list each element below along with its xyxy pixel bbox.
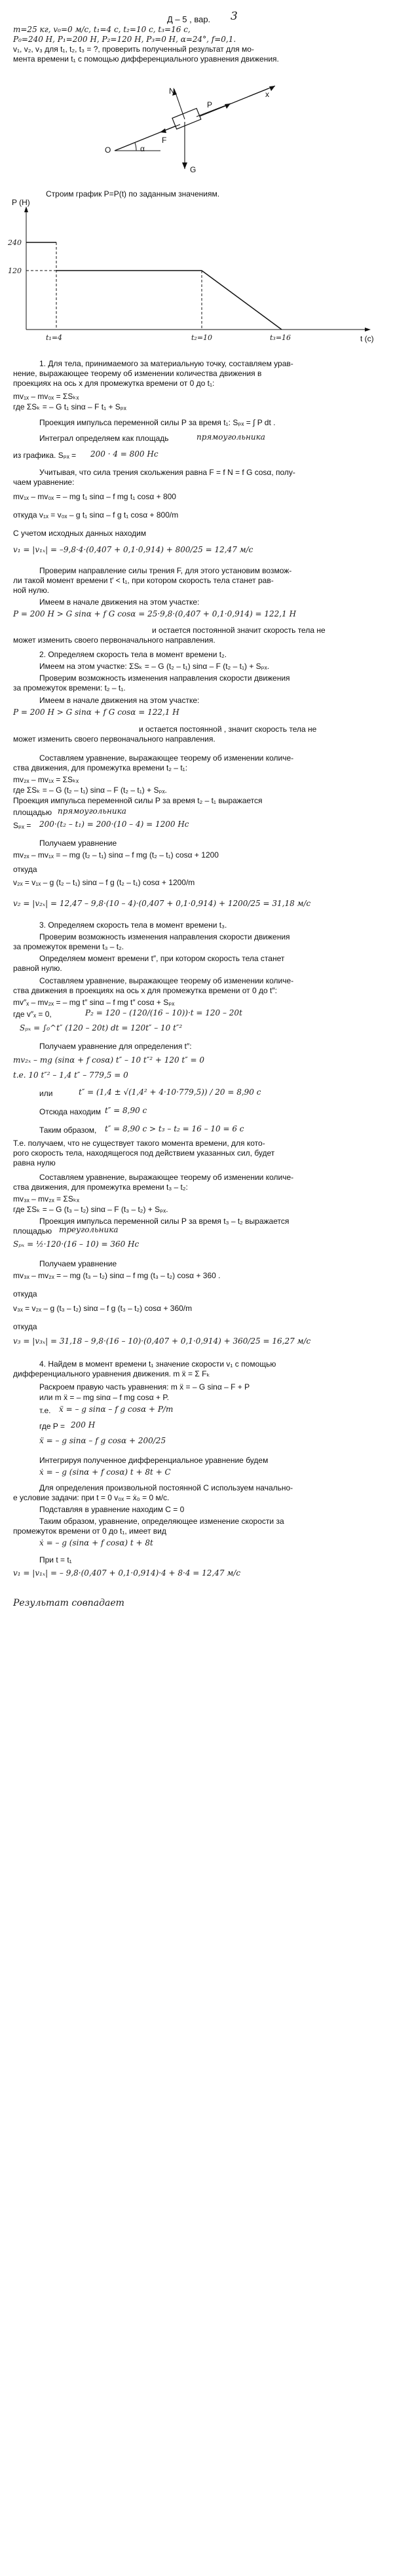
graph-y-tick-240: 240 <box>8 238 22 247</box>
label-alpha: α <box>140 144 145 153</box>
force-time-graph <box>0 200 393 347</box>
givens-line-4: мента времени t₁ с помощью дифференциального уравнения движения. <box>13 54 279 64</box>
label-p: P <box>207 100 213 109</box>
s1-p15: и остается постоянной значит скорость тела не <box>152 626 326 635</box>
s1-eq3: mv₁ₓ – mv₀ₓ = – mg t₁ sinα – f mg t₁ cosα + 800 <box>13 492 176 501</box>
s3-p11: Таким образом, <box>39 1126 97 1135</box>
s2-hw-spx: 200·(t₂ – t₁) = 200·(10 – 4) = 1200 Нс <box>39 820 189 829</box>
s2-hw-v2: v₂ = |v₂ₓ| = 12,47 – 9,8·(10 – 4)·(0,407 + 0,1·0,914) + 1200/25 = 31,18 м/с <box>13 899 311 908</box>
graph-segment-3 <box>202 271 282 330</box>
graph-x-tick-t2: t₂=10 <box>191 333 213 342</box>
s3-hw-shape: треугольника <box>59 1225 119 1234</box>
s4-hw-v1: v₁ = |v₁ₓ| = – 9,8·(0,407 + 0,1·0,914)·4 + 8·4 = 12,47 м/с <box>13 1568 241 1578</box>
s4-p7: Интегрируя полученное дифференциальное уравнение будем <box>39 1456 269 1465</box>
s3-p16: ства движения, для промежутка времени t₃ – t₂: <box>13 1183 188 1192</box>
s2-eq4: v₂ₓ = v₁ₓ – g (t₂ – t₁) sinα – f g (t₂ – t₁) cosα + 1200/m <box>13 878 195 887</box>
s3-p10: Отсюда находим <box>39 1107 101 1116</box>
s2-p3: Проверим возможность изменения направления скорости движения <box>39 673 290 683</box>
s1-p6: из графика. Sₚₓ = <box>13 451 77 460</box>
s1-p12: ли такой момент времени t′ < t₁, при котором скорость тела станет рав- <box>13 576 274 585</box>
s1-p3: проекциях на ось x для промежутка времени от 0 до t₁: <box>13 379 215 388</box>
s3-hw-te: t.е. 10 t″² – 1,4 t″ – 779,5 = 0 <box>13 1070 128 1080</box>
s2-p4: за промежуток времени: t₂ – t₁. <box>13 683 126 692</box>
s3-p2: Проверим возможность изменения направления скорости движения <box>39 932 290 941</box>
s3-hw-p: P₂ = 120 – (120/(16 – 10))·t = 120 – 20t <box>85 1008 242 1017</box>
s3-p1: 3. Определяем скорость тела в момент времени t₃. <box>39 920 227 930</box>
s2-hw-shape: прямоугольника <box>58 806 126 816</box>
s3-p5: равной нулю. <box>13 964 62 973</box>
givens-line-1: m=25 кг, v₀=0 м/с, t₁=4 с, t₂=10 с, t₃=16 с, <box>13 25 191 34</box>
s1-p13: ной нулю. <box>13 586 50 595</box>
s2-p5: Имеем в начале движения на этом участке: <box>39 696 200 705</box>
graph-x-tick-t1: t₁=4 <box>46 333 63 342</box>
s1-hw-shape: прямоугольника <box>196 432 265 442</box>
s4-p2: дифференциального уравнения движения. m ẍ = Σ Fₖ <box>13 1369 210 1378</box>
s4-p4: или m ẍ = – mg sinα – f mg cosα + P. <box>39 1393 170 1402</box>
s1-p8: чаем уравнение: <box>13 478 75 487</box>
s3-p13: рого скорость тела, находящегося под действием указанных сил, будет <box>13 1148 275 1158</box>
label-o: O <box>105 145 111 155</box>
s3-p21: откуда <box>13 1322 37 1331</box>
s3-p15: Составляем уравнение, выражающее теорему об изменении количе- <box>39 1173 294 1182</box>
s2-p6: и остается постоянной , значит скорость тела не <box>139 725 317 734</box>
s3-p8: Получаем уравнение для определения t″: <box>39 1042 192 1051</box>
label-x: x <box>265 90 269 99</box>
s3-eq6: v₃ₓ = v₂ₓ – g (t₃ – t₂) sinα – f g (t₃ – t₂) cosα + 360/m <box>13 1304 193 1313</box>
givens-line-3: v₁, v₂, v₃ для t₁, t₂, t₃ = ?, проверить полученный результат для мо- <box>13 45 254 54</box>
s3-eq3: mv₃ₓ – mv₂ₓ = ΣSₖₓ <box>13 1194 79 1203</box>
s4-p13: При t = t₁ <box>39 1555 72 1564</box>
s3-p12: Т.е. получаем, что не существует такого момента времени, для кото- <box>13 1139 265 1148</box>
s4-hw-eq4: ẋ = – g (sinα + f cosα) t + 8t <box>39 1538 153 1547</box>
s3-p3: за промежуток времени t₃ – t₂. <box>13 942 124 951</box>
s1-p11: Проверим направление силы трения F, для этого установим возмож- <box>39 566 292 575</box>
s2-p14: откуда <box>13 865 37 874</box>
s3-hw-eq: mv₂ₓ – mg (sinα + f cosα) t″ – 10 t″² + 120 t″ = 0 <box>13 1055 205 1065</box>
s1-hw-check1: P = 200 Н > G sinα + f G cosα = 25·9,8·(0,407 + 0,1·0,914) = 122,1 Н <box>13 609 297 618</box>
s4-p3: Раскроем правую часть уравнения: m ẍ = – G sinα – F + P <box>39 1382 250 1392</box>
variant-number: 3 <box>231 10 238 23</box>
s2-eq3: mv₂ₓ – mv₁ₓ = – mg (t₂ – t₁) sinα – f mg (t₂ – t₁) cosα + 1200 <box>13 850 219 860</box>
graph-y-tick-120: 120 <box>8 267 22 275</box>
s3-hw-roots: t″ = (1,4 ± √(1,4² + 4·10·779,5)) / 20 = 8,90 с <box>79 1088 261 1097</box>
graph-x-tick-t3: t₃=16 <box>270 333 291 342</box>
s4-p12: промежуток времени от 0 до t₁, имеет вид <box>13 1526 166 1536</box>
label-f: F <box>162 136 167 145</box>
s4-p8: Для определения произвольной постоянной C используем начально- <box>39 1483 293 1492</box>
s2-p1: 2. Определяем скорость тела в момент времени t₂. <box>39 650 227 659</box>
s3-hw-v3: v₃ = |v₃ₓ| = 31,18 – 9,8·(16 – 10)·(0,407 + 0,1·0,914) + 360/25 = 16,27 м/с <box>13 1336 311 1346</box>
s4-hw-eq2: ẍ = – g sinα – f g cosα + 200/25 <box>39 1436 166 1445</box>
angle-arc <box>135 143 136 151</box>
s3-p19: Получаем уравнение <box>39 1259 117 1268</box>
inclined-plane-figure <box>0 66 393 177</box>
s2-p7: может изменить своего первоначального направления. <box>13 734 215 744</box>
s1-p7: Учитывая, что сила трения скольжения равна F = f N = f G cosα, полу- <box>39 468 295 477</box>
s1-p1: 1. Для тела, принимаемого за материальную точку, составляем урав- <box>39 359 293 368</box>
s3-p7: ства движения в проекциях на ось x для промежутка времени от 0 до t″: <box>13 986 277 995</box>
s3-hw-tval: t″ = 8,90 с <box>105 1106 147 1115</box>
s2-eq2: где ΣSₖ = – G (t₂ – t₁) sinα – F (t₂ – t₁) + Sₚₓ. <box>13 786 167 795</box>
s3-p20: откуда <box>13 1289 37 1298</box>
s4-hw-p: 200 Н <box>71 1420 96 1430</box>
s4-p6: где P = <box>39 1422 65 1431</box>
s3-eq5: mv₃ₓ – mv₂ₓ = – mg (t₃ – t₂) sinα – f mg (t₃ – t₂) cosα + 360 . <box>13 1271 221 1280</box>
s2-p12: Sₚₓ = <box>13 821 31 830</box>
s2-p8: Составляем уравнение, выражающее теорему об изменении количе- <box>39 753 294 763</box>
s1-hw-v1: v₁ = |v₁ₓ| = –9,8·4·(0,407 + 0,1·0,914) + 800/25 = 12,47 м/с <box>13 545 253 554</box>
graph-heading: Строим график P=P(t) по заданным значениям. <box>46 189 220 199</box>
s3-eq2: где v″ₓ = 0, <box>13 1010 52 1019</box>
s4-hw-eq1: ẍ = – g sinα – f g cosα + P/m <box>59 1405 174 1414</box>
s2-p9: ства движения, для промежутка времени t₂ – t₁: <box>13 763 188 772</box>
s1-eq2: где ΣSₖ = – G t₁ sinα – F t₁ + Sₚₓ <box>13 402 126 411</box>
s3-p18: площадью <box>13 1226 52 1236</box>
s4-hw-eq3: ẋ = – g (sinα + f cosα) t + 8t + C <box>39 1468 171 1477</box>
s3-p4: Определяем момент времени t″, при котором скорость тела станет <box>39 954 285 963</box>
s1-p14: Имеем в начале движения на этом участке: <box>39 597 200 607</box>
s2-hw-check2: P = 200 Н > G sinα + f G cosα = 122,1 Н <box>13 708 179 717</box>
s4-p1: 4. Найдем в момент времени t₁ значение скорости v₁ с помощью <box>39 1359 276 1369</box>
s1-p9: откуда v₁ₓ = v₀ₓ – g t₁ sinα – f g t₁ cosα + 800/m <box>13 510 179 520</box>
s3-p14: равна нулю <box>13 1158 56 1167</box>
s3-p9: или <box>39 1089 53 1098</box>
s4-p9: е условие задачи: при t = 0 v₀ₓ = ẋ₀ = 0 м/с. <box>13 1493 170 1502</box>
variant-label: Д – 5 , вар. <box>167 14 211 24</box>
s1-p4: Проекция импульса переменной силы P за время t₁: Sₚₓ = ∫ P dt . <box>39 418 276 427</box>
s1-hw-spx: 200 · 4 = 800 Нс <box>90 449 159 459</box>
s4-hw-conclusion: Результат совпадает <box>13 1598 124 1608</box>
label-n: N <box>169 86 175 96</box>
graph-y-label: P (Н) <box>12 198 30 207</box>
s3-hw-spx: Sₚₓ = ½·120·(16 – 10) = 360 Нс <box>13 1240 140 1249</box>
s3-hw-sp: Sₚₓ = ∫₀^t″ (120 – 20t) dt = 120t″ – 10 t″² <box>20 1023 183 1032</box>
s1-p5: Интеграл определяем как площадь <box>39 434 169 443</box>
s1-p10: С учетом исходных данных находим <box>13 529 147 538</box>
s2-p13: Получаем уравнение <box>39 839 117 848</box>
s4-p10: Подставляя в уравнение находим C = 0 <box>39 1505 185 1514</box>
s3-p17: Проекция импульса переменной силы P за время t₃ – t₂ выражается <box>39 1217 290 1226</box>
s1-p16: может изменить своего первоначального направления. <box>13 635 215 645</box>
s1-eq1: mv₁ₓ – mv₀ₓ = ΣSₖₓ <box>13 392 79 401</box>
s2-p2: Имеем на этом участке: ΣSₖ = – G (t₂ – t₁) sinα – F (t₂ – t₁) + Sₚₓ. <box>39 662 270 671</box>
s2-p10: Проекция импульса переменной силы P за время t₂ – t₁ выражается <box>13 796 263 805</box>
s2-eq1: mv₂ₓ – mv₁ₓ = ΣSₖₓ <box>13 775 79 784</box>
givens-line-2: P₀=240 Н, P₁=200 Н, P₂=120 Н, P₃=0 Н, α=24°, f=0,1. <box>13 35 236 44</box>
s3-eq4: где ΣSₖ = – G (t₃ – t₂) sinα – F (t₃ – t₂) + Sₚₓ. <box>13 1205 168 1214</box>
label-g: G <box>190 165 196 174</box>
s3-eq1: mv″ₓ – mv₂ₓ = – mg t″ sinα – f mg t″ cosα + Sₚₓ <box>13 998 175 1007</box>
s4-p11: Таким образом, уравнение, определяющее изменение скорости за <box>39 1517 284 1526</box>
graph-x-label: t (с) <box>360 334 374 343</box>
s1-p2: нение, выражающее теорему об изменении количества движения в <box>13 369 262 378</box>
s3-hw-compare: t″ = 8,90 с > t₃ – t₂ = 16 – 10 = 6 с <box>105 1124 244 1133</box>
s3-p6: Составляем уравнение, выражающее теорему об изменении количе- <box>39 976 294 985</box>
s2-p11: площадью <box>13 808 52 817</box>
s4-p5: т.е. <box>39 1406 51 1415</box>
